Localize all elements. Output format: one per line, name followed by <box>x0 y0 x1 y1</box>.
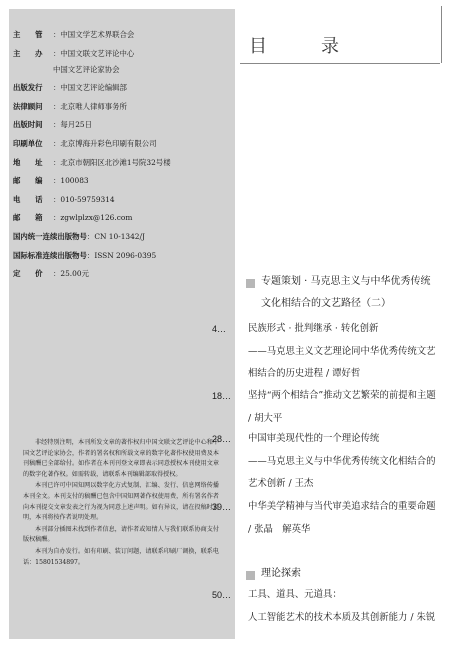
masthead-row: 地 址 ： 北京市朝阳区北沙滩1号院32号楼 <box>13 157 171 167</box>
toc-section-header <box>246 277 431 315</box>
page-number: 18… <box>212 391 232 401</box>
masthead-value: 北京市朝阳区北沙滩1号院32号楼 <box>60 157 171 167</box>
entry-title: 民族形式 · 批判继承 · 转化创新 <box>248 323 379 334</box>
entry-title: 坚持“两个相结合”推动文艺繁荣的前提和主题 <box>248 390 436 401</box>
masthead-row: 国际标准连续出版物号 ： ISSN 2096-0395 <box>13 250 157 260</box>
entry-author: 艺术创新 / 王杰 <box>248 478 314 489</box>
masthead-label: 邮 编 <box>13 176 43 186</box>
masthead-label: 主 办 <box>13 48 43 58</box>
masthead-value: 010-59759314 <box>60 194 115 204</box>
toc-entry[interactable] <box>212 428 444 496</box>
masthead-value: 北京唯人律师事务所 <box>60 101 127 111</box>
divider <box>240 63 440 64</box>
square-bullet-icon <box>246 571 255 580</box>
masthead-row: 定 价 ： 25.00元 <box>13 269 89 279</box>
masthead-row: 出版时间 ： 每月25日 <box>13 120 92 130</box>
masthead-value: CN 10-1342/J <box>94 231 145 241</box>
masthead-value: 中国文学艺术界联合会 <box>60 30 135 39</box>
section-title-line: 文化相结合的文艺路径（二） <box>261 298 391 309</box>
entry-subtitle: 人工智能艺术的技术本质及其创新能力 / 朱锐 <box>248 611 436 623</box>
toc-entry[interactable] <box>212 385 444 430</box>
page-number: 28… <box>212 434 232 444</box>
masthead-row: 邮 编 ： 100083 <box>13 176 89 186</box>
entry-subtitle: ——马克思主义文艺理论同中华优秀传统文艺 <box>248 345 436 357</box>
notice-paragraph: 本刊已许可中国知网以数字化方式复制、汇编、发行、信息网络传播本刊全文。本刊支付的稿酬已包含中国知网著作权使用费，所有署名作者向本刊提交文章发表之行为视为同意上述声明。如有异议，请在投稿时说明，本刊将按作者说明处理。 <box>23 482 219 522</box>
entry-subtitle: ——马克思主义与中华优秀传统文化相结合的 <box>248 455 436 467</box>
masthead-row: 国内统一连续出版物号 ： CN 10-1342/J <box>13 231 145 241</box>
masthead-value: 北京博海升彩色印刷有限公司 <box>60 138 157 148</box>
masthead-row: 法律顾问 ： 北京唯人律师事务所 <box>13 101 127 111</box>
masthead-value: ISSN 2096-0395 <box>94 250 157 260</box>
masthead-label: 国际标准连续出版物号 <box>13 250 87 260</box>
section-title-line: 专题策划 · 马克思主义与中华优秀传统 <box>261 276 431 287</box>
toc-title: 目 录 <box>249 36 357 57</box>
toc-section-header <box>246 569 301 585</box>
masthead-value: 25.00元 <box>60 269 89 279</box>
masthead-label: 印刷单位 <box>13 138 43 148</box>
toc-entry[interactable] <box>212 584 444 629</box>
notice-paragraph: 非经特别注明，本刊所发文章的著作权归中国文联文艺评论中心和中国文艺评论家协会，作者的署名权和所载文章的数字化著作权使用费及本刊稿酬已全部给付。如作者在本刊刊登文章即表示同意授权本刊使用文章的数字化著作权。如需转载，请联系本刊编辑部取得授权。 <box>23 439 219 478</box>
masthead-label: 出版发行 <box>13 83 43 93</box>
masthead-row: 电 话 ： 010-59759314 <box>13 194 115 204</box>
entry-author: / 张晶 解英华 <box>248 523 311 535</box>
copyright-notice <box>23 438 219 569</box>
page-number: 39… <box>212 502 232 512</box>
masthead-label: 国内统一连续出版物号 <box>13 231 87 241</box>
page-number: 4… <box>212 324 227 334</box>
masthead-row: 主 管 ： 中国文学艺术界联合会 <box>13 30 135 39</box>
notice-paragraph: 本刊为自办发行。如有印刷、装订问题，请联系印刷厂调换，联系电话：15801534897。 <box>23 547 219 566</box>
masthead-value: 中国文联文艺评论中心 <box>60 48 135 58</box>
masthead <box>13 30 223 288</box>
masthead-row: 印刷单位 ： 北京博海升彩色印刷有限公司 <box>13 138 157 148</box>
masthead-row: 主 办 ： 中国文联文艺评论中心 <box>13 48 135 58</box>
square-bullet-icon <box>246 279 255 288</box>
masthead-label: 定 价 <box>13 269 43 279</box>
masthead-row: 邮 箱 ： zgwlplzx@126.com <box>13 213 133 223</box>
masthead-label: 地 址 <box>13 157 43 167</box>
masthead-label: 出版时间 <box>13 120 43 130</box>
entry-title: 中华美学精神与当代审美追求结合的重要命题 <box>248 501 436 512</box>
masthead-value: 中国文艺评论家协会 <box>53 64 120 74</box>
masthead-row <box>13 65 223 84</box>
masthead-label: 邮 箱 <box>13 213 43 223</box>
notice-paragraph: 本刊部分插图未找到作者信息，请作者或知情人与我们联系协商支付版权稿酬。 <box>23 525 219 544</box>
masthead-value: 中国文艺评论编辑部 <box>60 83 127 93</box>
entry-author: / 胡大平 <box>248 412 283 424</box>
masthead-row: 出版发行 ： 中国文艺评论编辑部 <box>13 83 127 93</box>
divider <box>441 6 442 63</box>
masthead-label: 法律顾问 <box>13 101 43 111</box>
entry-author: 相结合的历史进程 / 谭好哲 <box>248 368 361 379</box>
masthead-label: 主 管 <box>13 30 43 39</box>
masthead-label: 电 话 <box>13 194 43 204</box>
toc-entry[interactable] <box>212 318 444 386</box>
masthead-value: zgwlplzx@126.com <box>60 213 133 223</box>
section-title: 理论探索 <box>261 568 301 579</box>
entry-title: 中国审美现代性的一个理论传统 <box>248 433 380 444</box>
masthead-value: 每月25日 <box>60 120 92 130</box>
masthead-value: 100083 <box>60 176 89 186</box>
entry-title: 工具、道具、元道具： <box>248 589 342 600</box>
page-number: 50… <box>212 590 232 600</box>
toc-entry[interactable] <box>212 496 444 541</box>
